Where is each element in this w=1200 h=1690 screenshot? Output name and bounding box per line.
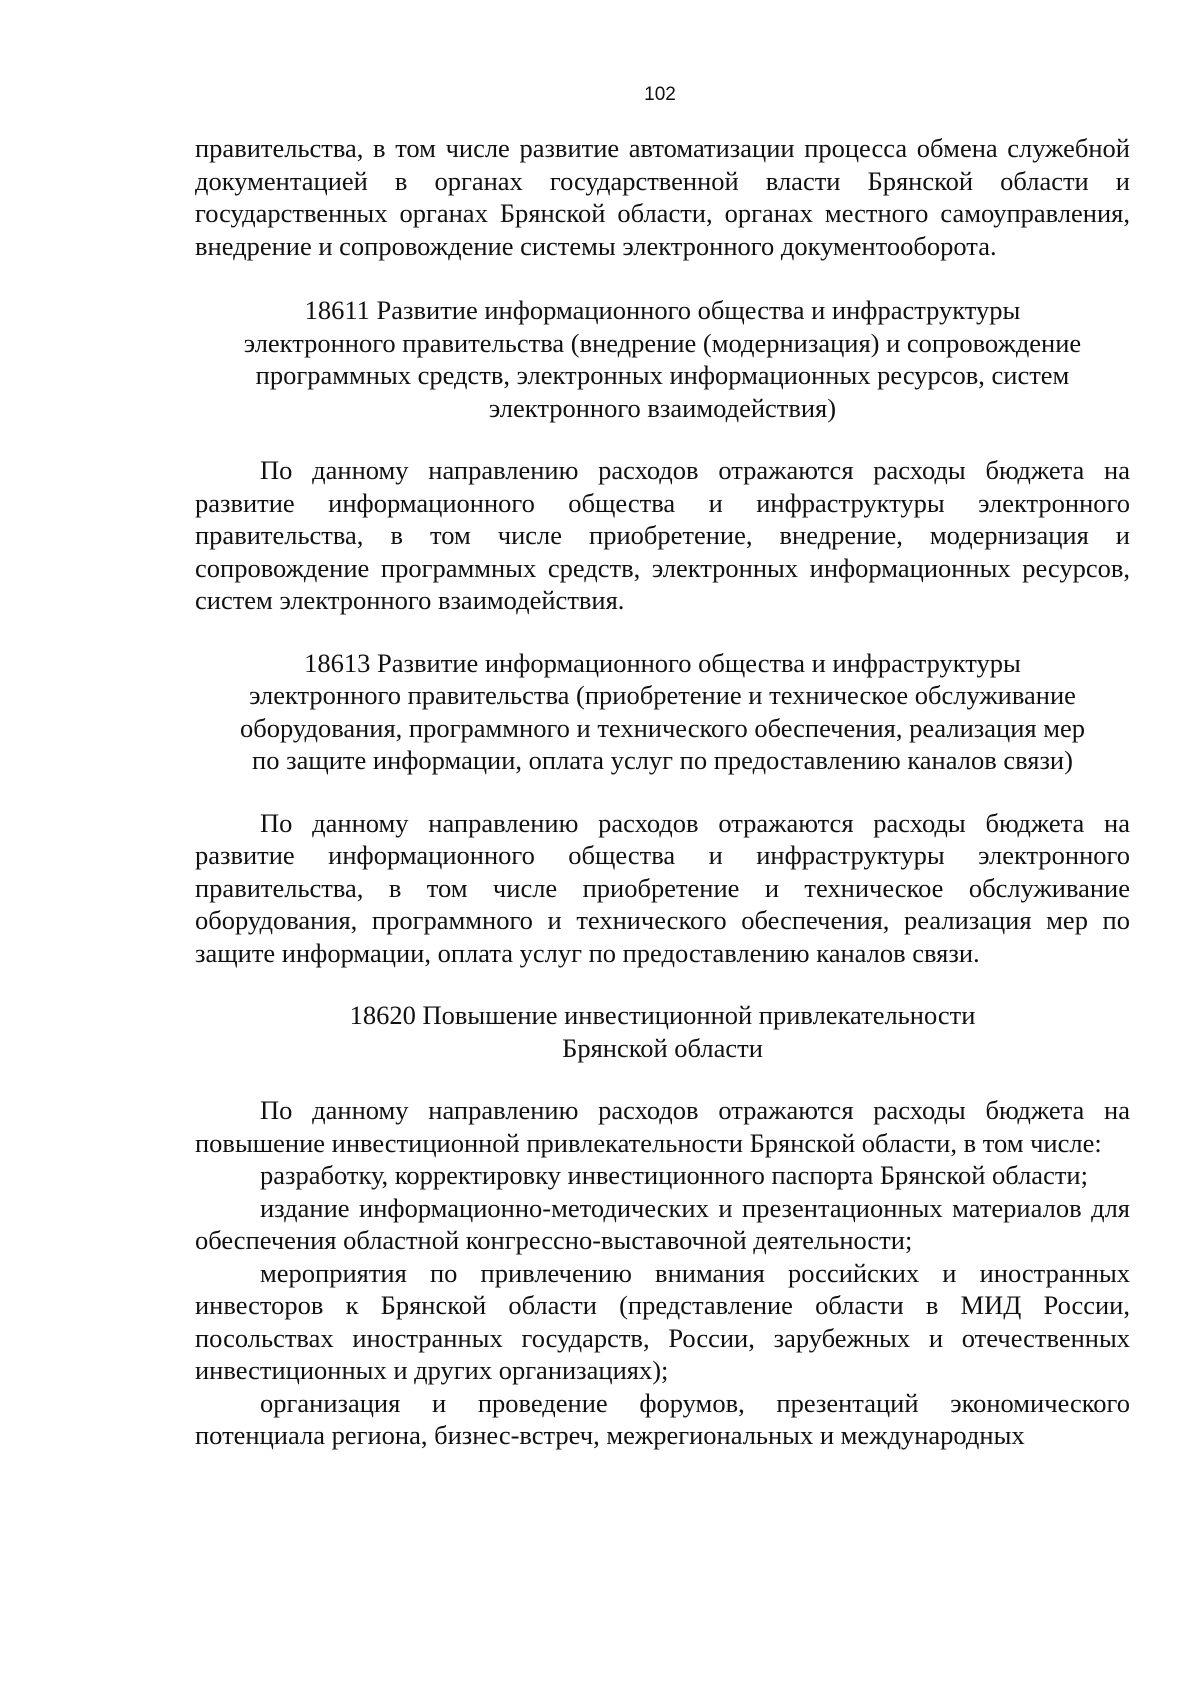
- paragraph-18611-description: По данному направлению расходов отражаются расходы бюджета на развитие информационного общества и инфраструктуры электронного правительства, в том числе приобретение, внедрение, модернизация и сопровождение программных средств, электронных информационных ресурсов, систем электронного взаимодействия.: [195, 455, 1130, 615]
- heading-line: 18613 Развитие информационного общества и инфраструктуры: [304, 647, 1021, 678]
- list-item-publications: издание информационно-методических и презентационных материалов для обеспечения областной конгрессно-выставочной деятельности;: [195, 1192, 1130, 1255]
- heading-line: Брянской области: [562, 1032, 763, 1063]
- heading-line: электронного правительства (внедрение (модернизация) и сопровождение: [243, 327, 1082, 358]
- paragraph-continuation: правительства, в том числе развитие автоматизации процесса обмена служебной документацией в органах государственной власти Брянской области и государственных органах Брянской области, органах местного самоуправления, внедрение и сопровождение системы электронного документооборота.: [195, 133, 1130, 261]
- document-body: [195, 132, 1130, 1452]
- heading-line: оборудования, программного и технического обеспечения, реализация мер: [240, 712, 1085, 743]
- section-heading-18613: [195, 647, 1130, 777]
- paragraph-18620-description: По данному направлению расходов отражаются расходы бюджета на повышение инвестиционной привлекательности Брянской области, в том числе:: [195, 1095, 1130, 1158]
- heading-line: 18611 Развитие информационного общества и инфраструктуры: [304, 295, 1021, 325]
- heading-line: 18620 Повышение инвестиционной привлекательности: [349, 1000, 976, 1030]
- list-item-forums: организация и проведение форумов, презентаций экономического потенциала региона, бизнес-встреч, межрегиональных и международных: [195, 1387, 1130, 1450]
- heading-line: программных средств, электронных информационных ресурсов, систем: [255, 360, 1070, 390]
- list-item-investor-attraction: мероприятия по привлечению внимания российских и иностранных инвесторов к Брянской области (представление области в МИД России, посольствах иностранных государств, России, зарубежных и отечественных инвестиционных и других организациях);: [195, 1257, 1130, 1385]
- page-number: 102: [644, 84, 676, 105]
- list-item-investment-passport: разработку, корректировку инвестиционного паспорта Брянской области;: [260, 1160, 1088, 1190]
- heading-line: электронного взаимодействия): [488, 392, 837, 423]
- section-heading-18620: [195, 999, 1130, 1064]
- section-heading-18611: [195, 294, 1130, 424]
- heading-line: по защите информации, оплата услуг по предоставлению каналов связи): [252, 745, 1073, 775]
- paragraph-18613-description: По данному направлению расходов отражаются расходы бюджета на развитие информационного общества и инфраструктуры электронного правительства, в том числе приобретение и техническое обслуживание оборудования, программного и технического обеспечения, реализация мер по защите информации, оплата услуг по предоставлению каналов связи.: [195, 807, 1130, 968]
- heading-line: электронного правительства (приобретение и техническое обслуживание: [249, 680, 1076, 710]
